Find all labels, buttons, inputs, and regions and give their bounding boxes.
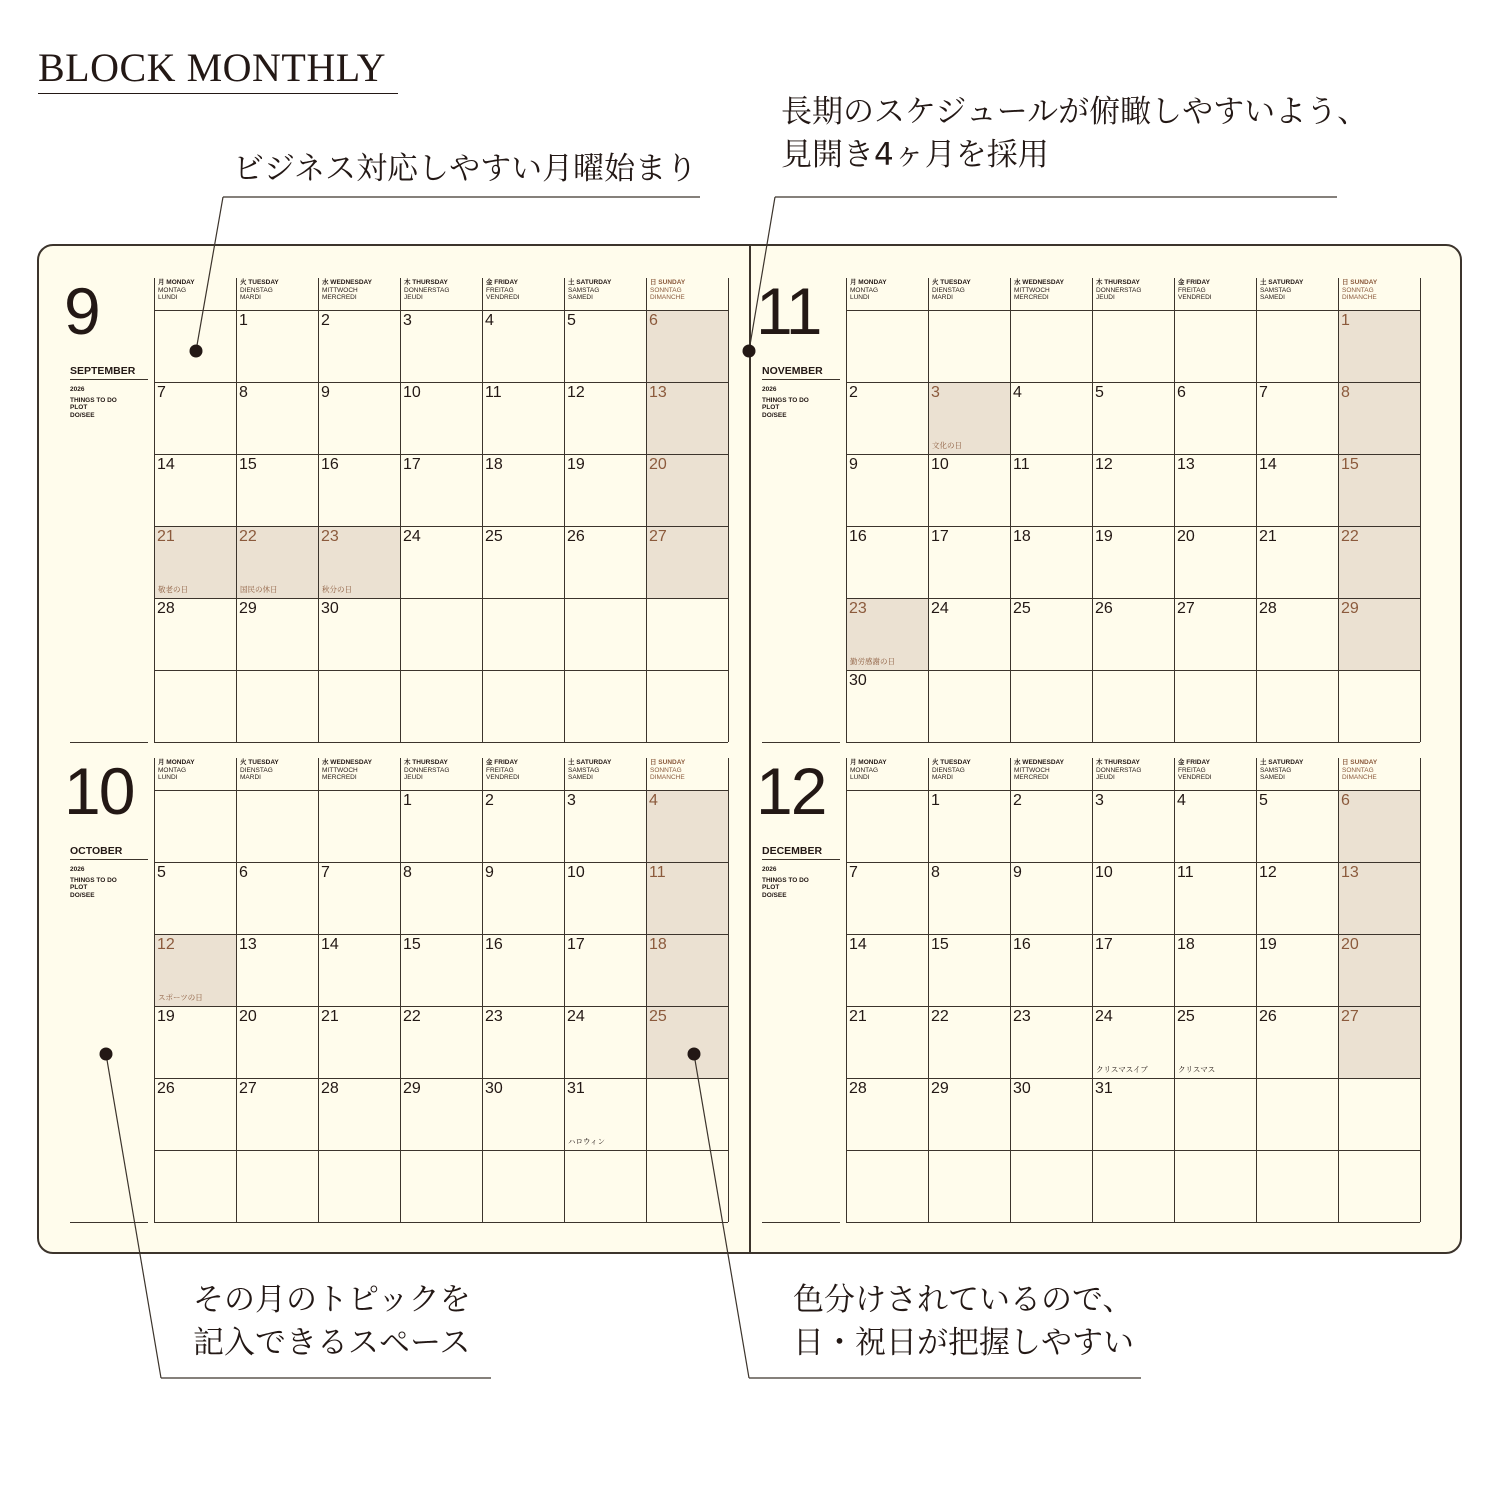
day-number: 5 — [567, 312, 576, 329]
note-label: DO/SEE — [70, 891, 95, 899]
day-number: 22 — [403, 1008, 421, 1025]
day-number: 7 — [1259, 384, 1268, 401]
weekday-fr: JEUDI — [1096, 294, 1115, 301]
holiday-name: 勤労感謝の日 — [850, 657, 895, 666]
day-number: 7 — [849, 864, 858, 881]
day-number: 27 — [649, 528, 667, 545]
day-number: 10 — [567, 864, 585, 881]
weekday-fr: MERCREDI — [1014, 294, 1049, 301]
weekday-fr: LUNDI — [850, 294, 870, 301]
note-label: PLOT — [70, 884, 88, 891]
weekday-fr: MERCREDI — [322, 294, 357, 301]
day-number: 24 — [1095, 1008, 1113, 1025]
day-number: 11 — [1013, 456, 1030, 473]
day-number: 30 — [849, 672, 867, 689]
weekday-fr: DIMANCHE — [650, 294, 685, 301]
year-label: 2026 — [70, 866, 85, 873]
note-label: PLOT — [70, 404, 88, 411]
weekday-en: 木 THURSDAY — [1096, 759, 1140, 766]
day-number: 9 — [849, 456, 858, 473]
note-label: DO/SEE — [762, 411, 787, 419]
weekday-de: MITTWOCH — [1014, 766, 1050, 774]
note-label: THINGS TO DO — [762, 396, 809, 404]
day-number: 18 — [1177, 936, 1195, 953]
day-number: 5 — [1259, 792, 1268, 809]
weekday-fr: SAMEDI — [568, 294, 593, 301]
day-number: 3 — [567, 792, 576, 809]
day-number: 19 — [1259, 936, 1277, 953]
day-number: 28 — [849, 1080, 867, 1097]
holiday-name: スポーツの日 — [158, 993, 203, 1002]
weekday-en: 金 FRIDAY — [486, 279, 518, 286]
weekday-fr: SAMEDI — [1260, 294, 1285, 301]
day-number: 13 — [239, 936, 257, 953]
weekday-en: 日 SUNDAY — [650, 759, 686, 766]
weekday-fr: VENDREDI — [1178, 294, 1212, 301]
day-number: 13 — [1341, 864, 1359, 881]
day-number: 8 — [1341, 384, 1350, 401]
month-number: 12 — [756, 754, 826, 828]
callout-line: ビジネス対応しやすい月曜始まり — [233, 151, 698, 187]
day-number: 10 — [403, 384, 421, 401]
weekday-fr: DIMANCHE — [1342, 774, 1377, 781]
day-number: 24 — [403, 528, 421, 545]
day-number: 25 — [485, 528, 503, 545]
day-number: 3 — [403, 312, 412, 329]
day-number: 16 — [1013, 936, 1031, 953]
day-number: 8 — [403, 864, 412, 881]
day-number: 2 — [1013, 792, 1022, 809]
day-number: 12 — [157, 936, 175, 953]
day-number: 29 — [403, 1080, 421, 1097]
day-number: 27 — [1177, 600, 1195, 617]
callout-line: 長期のスケジュールが俯瞰しやすいよう、 — [781, 94, 1369, 130]
callout-dot — [100, 1048, 113, 1061]
day-number: 30 — [1013, 1080, 1031, 1097]
weekday-en: 金 FRIDAY — [1178, 279, 1210, 286]
weekday-en: 月 MONDAY — [850, 759, 887, 766]
day-number: 19 — [567, 456, 585, 473]
month-number: 11 — [756, 274, 821, 348]
day-number: 28 — [157, 600, 175, 617]
month-name: OCTOBER — [70, 845, 123, 857]
weekday-en: 日 SUNDAY — [650, 279, 686, 286]
day-number: 13 — [649, 384, 667, 401]
weekday-en: 土 SATURDAY — [568, 279, 612, 286]
callout-line: その月のトピックを — [193, 1282, 471, 1318]
note-label: THINGS TO DO — [70, 876, 117, 884]
weekday-en: 月 MONDAY — [158, 759, 195, 766]
day-number: 28 — [1259, 600, 1277, 617]
weekday-fr: MARDI — [240, 294, 261, 301]
day-number: 4 — [1177, 792, 1186, 809]
note-label: THINGS TO DO — [762, 876, 809, 884]
weekday-fr: MERCREDI — [1014, 774, 1049, 781]
weekday-de: FREITAG — [486, 286, 514, 294]
day-number: 20 — [649, 456, 667, 473]
callout-dot — [190, 345, 203, 358]
weekday-de: DIENSTAG — [240, 766, 273, 774]
weekday-de: DIENSTAG — [932, 286, 965, 294]
weekday-en: 火 TUESDAY — [932, 279, 971, 286]
weekday-fr: VENDREDI — [486, 774, 520, 781]
weekday-fr: SAMEDI — [1260, 774, 1285, 781]
day-number: 6 — [239, 864, 248, 881]
day-number: 19 — [157, 1008, 175, 1025]
day-number: 1 — [931, 792, 940, 809]
weekday-en: 水 WEDNESDAY — [322, 759, 372, 766]
day-number: 24 — [931, 600, 949, 617]
day-number: 12 — [1259, 864, 1277, 881]
day-number: 21 — [849, 1008, 867, 1025]
day-number: 1 — [1341, 312, 1350, 329]
weekday-de: SAMSTAG — [1260, 766, 1292, 774]
day-number: 6 — [649, 312, 658, 329]
day-number: 24 — [567, 1008, 585, 1025]
day-number: 4 — [1013, 384, 1022, 401]
day-number: 12 — [567, 384, 585, 401]
day-number: 11 — [649, 864, 666, 881]
weekday-fr: JEUDI — [1096, 774, 1115, 781]
note-label: PLOT — [762, 884, 780, 891]
day-number: 15 — [931, 936, 949, 953]
day-number: 6 — [1177, 384, 1186, 401]
weekday-fr: JEUDI — [404, 294, 423, 301]
weekday-fr: VENDREDI — [486, 294, 520, 301]
year-label: 2026 — [70, 386, 85, 393]
day-number: 9 — [1013, 864, 1022, 881]
callout-line: 色分けされているので、 — [793, 1282, 1134, 1318]
year-label: 2026 — [762, 866, 777, 873]
day-number: 30 — [485, 1080, 503, 1097]
day-number: 10 — [1095, 864, 1113, 881]
weekday-de: DIENSTAG — [240, 286, 273, 294]
day-number: 17 — [403, 456, 421, 473]
event-name: クリスマスイブ — [1096, 1065, 1148, 1074]
day-number: 23 — [321, 528, 339, 545]
callout-dot — [688, 1048, 701, 1061]
day-number: 11 — [1177, 864, 1194, 881]
holiday-name: 国民の休日 — [240, 585, 278, 594]
weekday-de: MITTWOCH — [1014, 286, 1050, 294]
day-number: 26 — [1095, 600, 1113, 617]
day-number: 31 — [1095, 1080, 1113, 1097]
year-label: 2026 — [762, 386, 777, 393]
day-number: 31 — [567, 1080, 585, 1097]
weekday-de: DONNERSTAG — [1096, 766, 1142, 774]
weekday-en: 金 FRIDAY — [486, 759, 518, 766]
weekday-en: 木 THURSDAY — [1096, 279, 1140, 286]
day-number: 2 — [321, 312, 330, 329]
day-number: 22 — [1341, 528, 1359, 545]
leader-line — [106, 1054, 161, 1378]
day-number: 28 — [321, 1080, 339, 1097]
day-number: 7 — [321, 864, 330, 881]
day-number: 17 — [931, 528, 949, 545]
day-number: 9 — [321, 384, 330, 401]
weekday-en: 土 SATURDAY — [1260, 279, 1304, 286]
day-number: 17 — [1095, 936, 1113, 953]
day-number: 13 — [1177, 456, 1195, 473]
month-name: NOVEMBER — [762, 365, 823, 377]
event-name: クリスマス — [1178, 1065, 1216, 1074]
day-number: 23 — [1013, 1008, 1031, 1025]
day-number: 5 — [157, 864, 166, 881]
day-number: 23 — [485, 1008, 503, 1025]
weekday-de: FREITAG — [486, 766, 514, 774]
weekday-de: SONNTAG — [650, 766, 682, 774]
weekday-de: SONNTAG — [650, 286, 682, 294]
weekday-fr: MARDI — [240, 774, 261, 781]
weekday-fr: VENDREDI — [1178, 774, 1212, 781]
day-number: 25 — [1177, 1008, 1195, 1025]
day-number: 14 — [1259, 456, 1277, 473]
weekday-fr: DIMANCHE — [1342, 294, 1377, 301]
weekday-en: 金 FRIDAY — [1178, 759, 1210, 766]
weekday-fr: LUNDI — [850, 774, 870, 781]
note-label: THINGS TO DO — [70, 396, 117, 404]
weekday-de: SONNTAG — [1342, 286, 1374, 294]
weekday-de: MONTAG — [158, 766, 187, 774]
day-number: 23 — [849, 600, 867, 617]
day-number: 4 — [649, 792, 658, 809]
note-label: PLOT — [762, 404, 780, 411]
weekday-fr: JEUDI — [404, 774, 423, 781]
weekday-de: MITTWOCH — [322, 286, 358, 294]
weekday-en: 土 SATURDAY — [1260, 759, 1304, 766]
weekday-en: 水 WEDNESDAY — [322, 279, 372, 286]
weekday-fr: DIMANCHE — [650, 774, 685, 781]
weekday-fr: MARDI — [932, 774, 953, 781]
day-number: 18 — [485, 456, 503, 473]
day-number: 14 — [157, 456, 175, 473]
day-number: 20 — [239, 1008, 257, 1025]
day-number: 19 — [1095, 528, 1113, 545]
weekday-de: SAMSTAG — [1260, 286, 1292, 294]
leader-line — [196, 197, 223, 351]
day-number: 26 — [157, 1080, 175, 1097]
weekday-en: 火 TUESDAY — [240, 279, 279, 286]
day-number: 3 — [931, 384, 940, 401]
day-number: 10 — [931, 456, 949, 473]
day-number: 2 — [849, 384, 858, 401]
day-number: 15 — [403, 936, 421, 953]
weekday-fr: SAMEDI — [568, 774, 593, 781]
day-number: 21 — [321, 1008, 339, 1025]
day-number: 20 — [1341, 936, 1359, 953]
day-number: 11 — [485, 384, 502, 401]
weekday-en: 火 TUESDAY — [240, 759, 279, 766]
day-number: 15 — [239, 456, 257, 473]
weekday-de: SAMSTAG — [568, 766, 600, 774]
day-number: 9 — [485, 864, 494, 881]
day-number: 29 — [931, 1080, 949, 1097]
weekday-fr: LUNDI — [158, 294, 178, 301]
month-number: 9 — [64, 274, 99, 348]
weekday-de: FREITAG — [1178, 286, 1206, 294]
day-number: 25 — [1013, 600, 1031, 617]
holiday-name: 秋分の日 — [322, 585, 352, 594]
callout-line: 日・祝日が把握しやすい — [793, 1325, 1134, 1361]
day-number: 7 — [157, 384, 166, 401]
leader-line — [694, 1054, 749, 1378]
weekday-de: DONNERSTAG — [1096, 286, 1142, 294]
weekday-en: 月 MONDAY — [850, 279, 887, 286]
day-number: 26 — [567, 528, 585, 545]
day-number: 21 — [157, 528, 175, 545]
day-number: 14 — [321, 936, 339, 953]
weekday-de: SONNTAG — [1342, 766, 1374, 774]
weekday-fr: LUNDI — [158, 774, 178, 781]
day-number: 1 — [403, 792, 412, 809]
day-number: 25 — [649, 1008, 667, 1025]
weekday-de: SAMSTAG — [568, 286, 600, 294]
weekday-de: MONTAG — [850, 286, 879, 294]
weekday-en: 火 TUESDAY — [932, 759, 971, 766]
weekday-en: 木 THURSDAY — [404, 279, 448, 286]
day-number: 1 — [239, 312, 248, 329]
day-number: 8 — [931, 864, 940, 881]
day-number: 29 — [239, 600, 257, 617]
day-number: 17 — [567, 936, 585, 953]
month-number: 10 — [64, 754, 134, 828]
day-number: 8 — [239, 384, 248, 401]
weekday-en: 月 MONDAY — [158, 279, 195, 286]
weekday-de: MITTWOCH — [322, 766, 358, 774]
callout-line: 記入できるスペース — [193, 1325, 471, 1361]
day-number: 15 — [1341, 456, 1359, 473]
month-name: DECEMBER — [762, 845, 823, 857]
weekday-de: MONTAG — [850, 766, 879, 774]
weekday-de: FREITAG — [1178, 766, 1206, 774]
day-number: 12 — [1095, 456, 1113, 473]
weekday-en: 水 WEDNESDAY — [1014, 279, 1064, 286]
weekday-fr: MARDI — [932, 294, 953, 301]
day-number: 29 — [1341, 600, 1359, 617]
day-number: 30 — [321, 600, 339, 617]
day-number: 16 — [321, 456, 339, 473]
weekday-en: 土 SATURDAY — [568, 759, 612, 766]
day-number: 5 — [1095, 384, 1104, 401]
day-number: 2 — [485, 792, 494, 809]
weekday-en: 水 WEDNESDAY — [1014, 759, 1064, 766]
day-number: 22 — [931, 1008, 949, 1025]
day-number: 20 — [1177, 528, 1195, 545]
leader-line — [749, 197, 775, 351]
day-number: 16 — [485, 936, 503, 953]
weekday-de: DONNERSTAG — [404, 286, 450, 294]
day-number: 4 — [485, 312, 494, 329]
day-number: 14 — [849, 936, 867, 953]
weekday-en: 日 SUNDAY — [1342, 279, 1378, 286]
day-number: 22 — [239, 528, 257, 545]
day-number: 18 — [1013, 528, 1031, 545]
day-number: 6 — [1341, 792, 1350, 809]
note-label: DO/SEE — [762, 891, 787, 899]
day-number: 21 — [1259, 528, 1277, 545]
day-number: 18 — [649, 936, 667, 953]
holiday-name: 敬老の日 — [158, 585, 188, 594]
month-name: SEPTEMBER — [70, 365, 136, 377]
weekday-fr: MERCREDI — [322, 774, 357, 781]
holiday-name: 文化の日 — [932, 441, 962, 450]
day-number: 26 — [1259, 1008, 1277, 1025]
event-name: ハロウィン — [568, 1137, 606, 1146]
day-number: 3 — [1095, 792, 1104, 809]
weekday-en: 日 SUNDAY — [1342, 759, 1378, 766]
day-number: 27 — [239, 1080, 257, 1097]
day-number: 27 — [1341, 1008, 1359, 1025]
weekday-en: 木 THURSDAY — [404, 759, 448, 766]
day-number: 16 — [849, 528, 867, 545]
note-label: DO/SEE — [70, 411, 95, 419]
weekday-de: DIENSTAG — [932, 766, 965, 774]
page-title: BLOCK MONTHLY — [38, 45, 387, 90]
callout-dot — [743, 345, 756, 358]
weekday-de: MONTAG — [158, 286, 187, 294]
callout-line: 見開き4ヶ月を採用 — [781, 137, 1049, 173]
weekday-de: DONNERSTAG — [404, 766, 450, 774]
